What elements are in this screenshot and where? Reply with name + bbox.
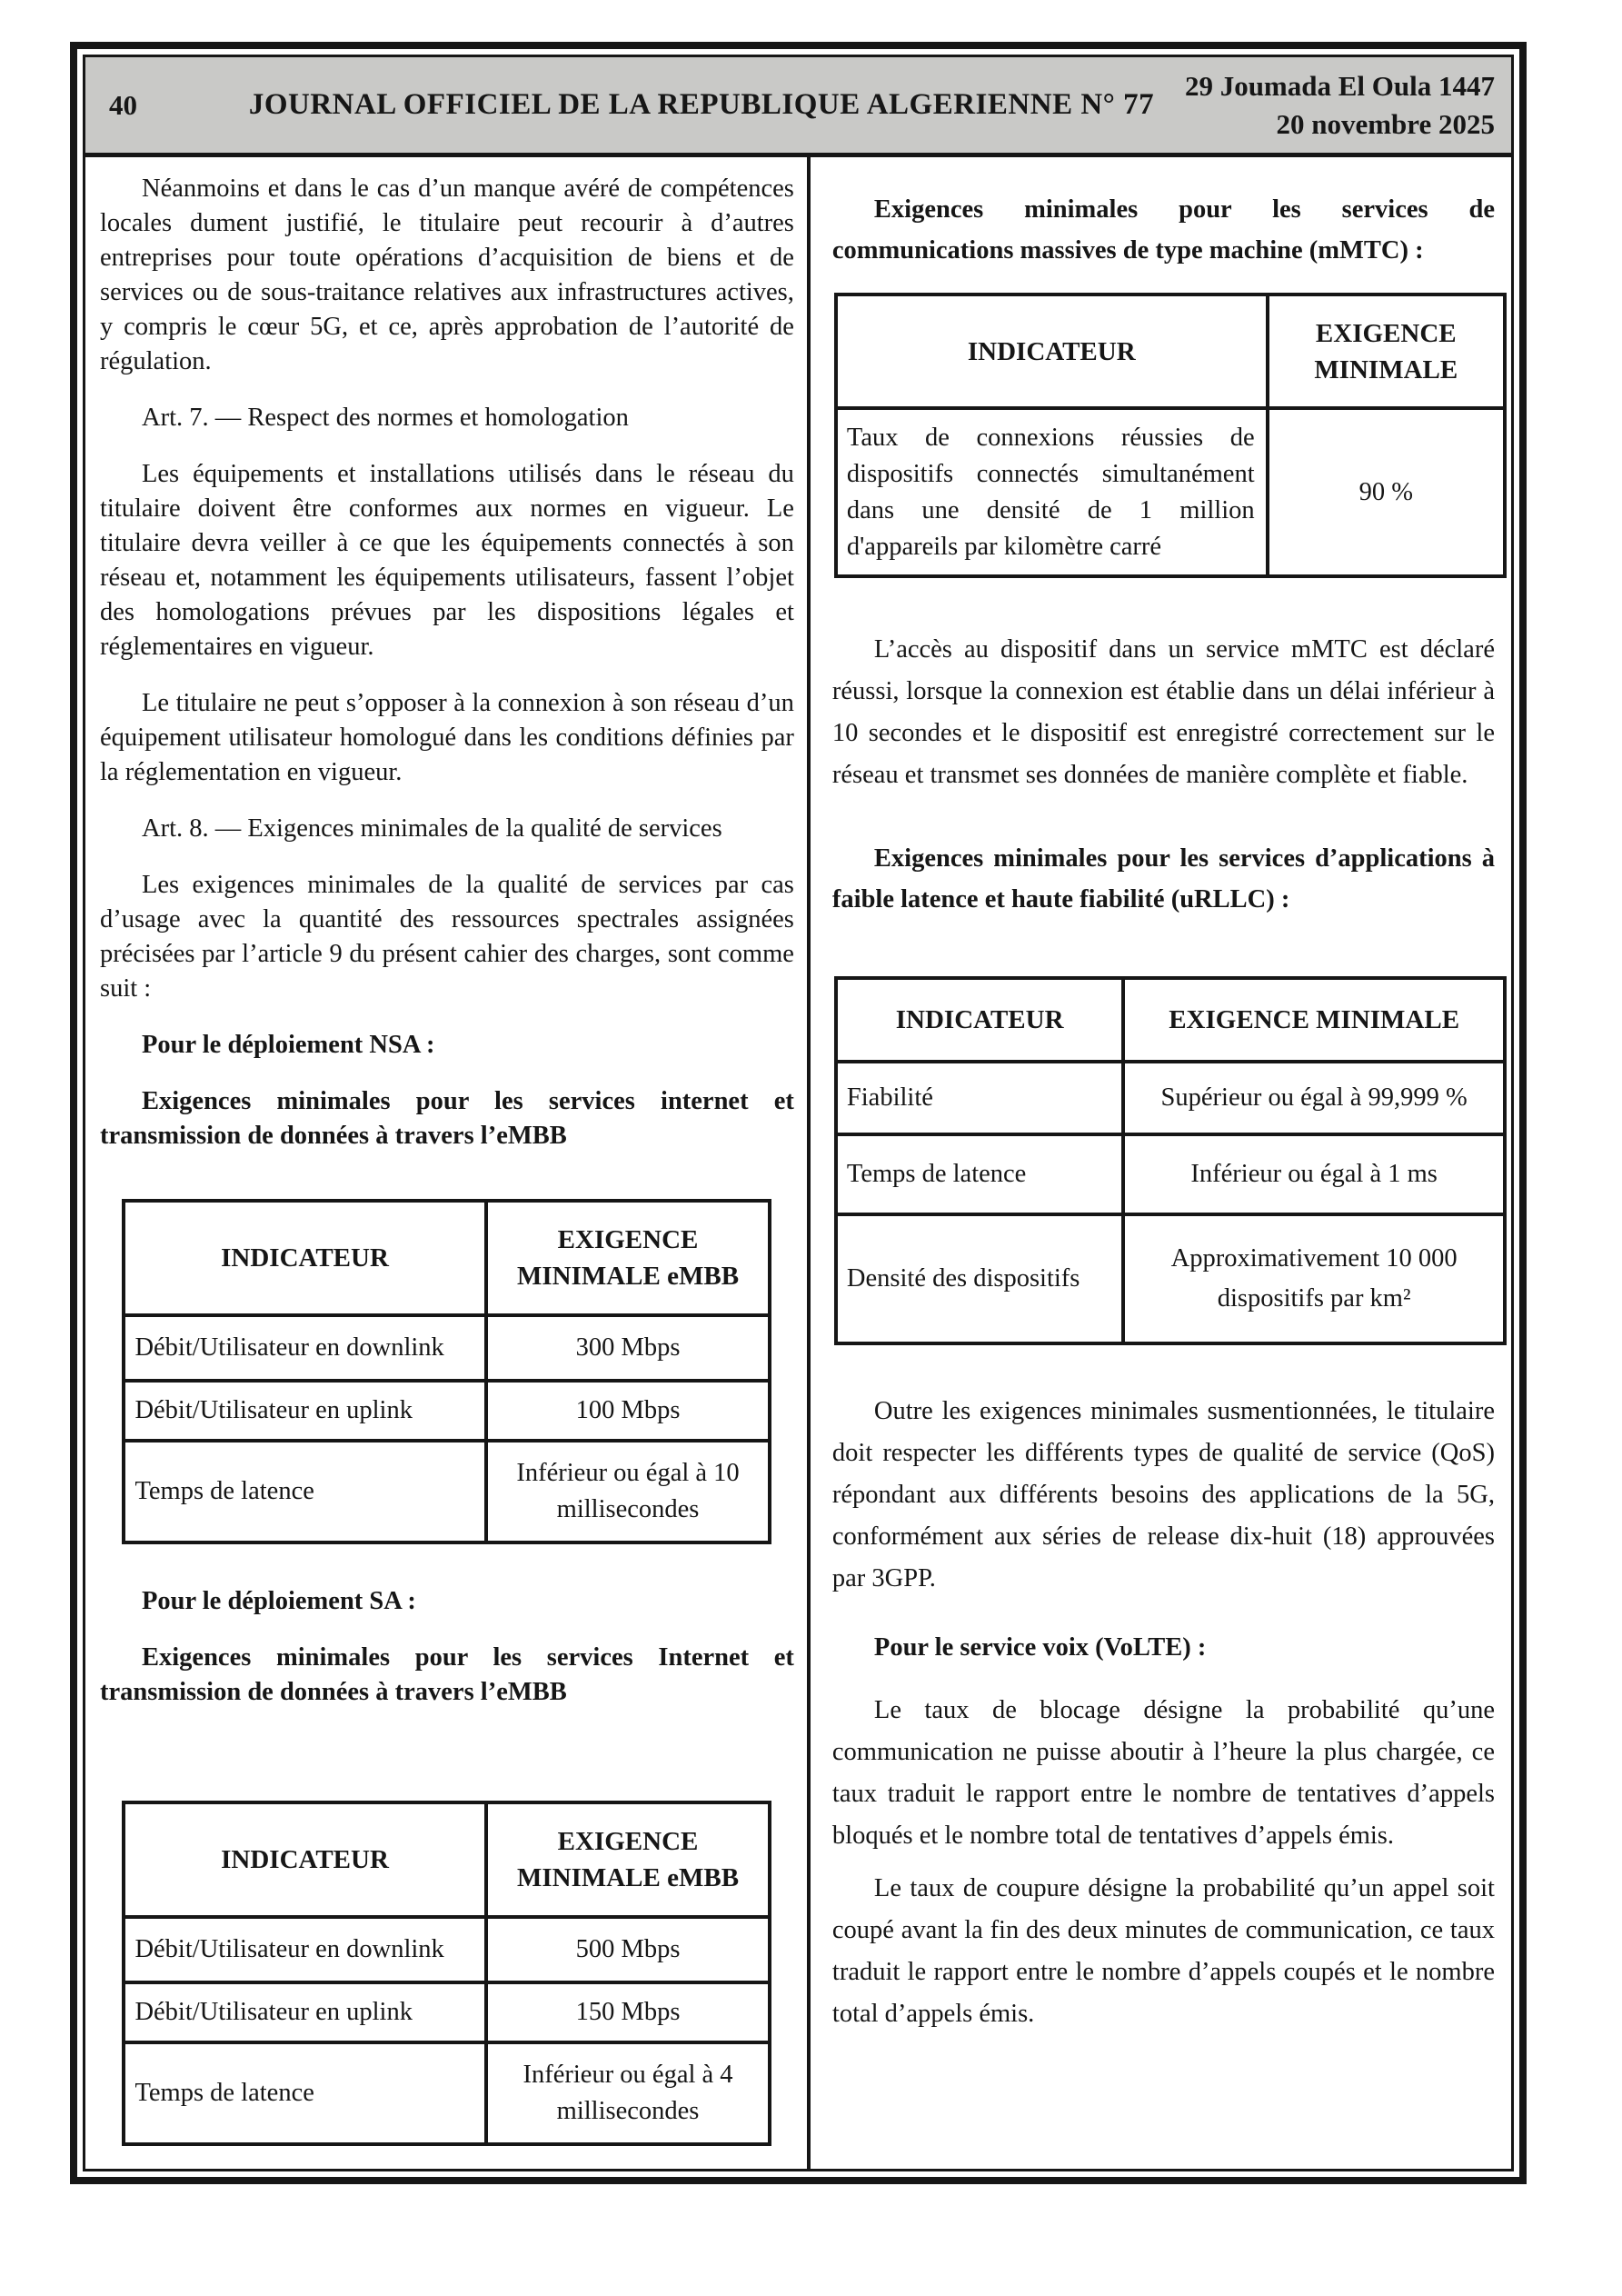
column-header-indicator: INDICATEUR <box>124 1802 485 1917</box>
page-outer-border <box>70 42 1527 2184</box>
paragraph-taux-coupure: Le taux de coupure désigne la probabilité qu’un appel soit coupé avant la fin des deux minutes de communication, ce taux traduit le rapport entre le nombre d’appels coupés et le nombre total d’appels émis. <box>831 1874 1495 2028</box>
embb-sa-table <box>122 1801 771 2146</box>
requirement-cell: 100 Mbps <box>486 1381 771 1441</box>
page-body <box>85 157 1511 2169</box>
date-gregorian: 20 novembre 2025 <box>1276 107 1495 140</box>
requirement-cell: Inférieur ou égal à 1 ms <box>1123 1134 1505 1214</box>
page-header <box>85 57 1511 157</box>
mmtc-table <box>834 293 1507 578</box>
indicator-cell: Densité des dispositifs <box>836 1214 1123 1343</box>
date-hijri: 29 Joumada El Oula 1447 <box>1184 69 1495 102</box>
indicator-cell: Débit/Utilisateur en downlink <box>124 1917 485 1982</box>
urllc-table <box>834 976 1507 1345</box>
indicator-cell: Débit/Utilisateur en uplink <box>124 1381 485 1441</box>
column-header-requirement: EXIGENCE MINIMALE eMBB <box>486 1201 771 1315</box>
table-header-row <box>124 1201 770 1315</box>
column-header-indicator: INDICATEUR <box>836 294 1268 408</box>
paragraph-neanmoins: Néanmoins et dans le cas d’un manque avéré de compétences locales dument justifié, le titulaire peut recourir à d’autres entreprises pour toute opérations d’acquisition de biens et de services ou de sous-traitance relatives aux infrastructures actives, y compris le cœur 5G, et ce, après approbation de l’autorité de régulation. <box>100 175 794 375</box>
table-row <box>124 2042 770 2144</box>
left-column <box>85 157 807 2169</box>
table-row <box>836 408 1505 576</box>
requirement-cell: Approximativement 10 000 dispositifs par km² <box>1123 1214 1505 1343</box>
indicator-cell: Fiabilité <box>836 1062 1123 1134</box>
right-column <box>807 157 1511 2169</box>
indicator-cell: Taux de connexions réussies de dispositifs connectés simultanément dans une densité de 1 million d'appareils par kilomètre carré <box>836 408 1268 576</box>
requirement-cell: 90 % <box>1268 408 1505 576</box>
table-header-row <box>836 294 1505 408</box>
embb-nsa-table <box>122 1199 771 1544</box>
table-row <box>124 1441 770 1542</box>
paragraph-outre-qos: Outre les exigences minimales susmentionnées, le titulaire doit respecter les différents types de qualité de service (QoS) répondant aux différents besoins des applications de la 5G, conformément aux séries de release dix-huit (18) approuvées par 3GPP. <box>831 1397 1495 1592</box>
paragraph-taux-blocage: Le taux de blocage désigne la probabilité qu’une communication ne puisse aboutir à l’heure la plus chargée, ce taux traduit le rapport entre le nombre de tentatives d’appels bloqués et le nombre total de tentatives d’appels émis. <box>831 1696 1495 1850</box>
mmtc-heading: Exigences minimales pour les services de communications massives de type machine (mMTC) : <box>831 195 1495 265</box>
indicator-cell: Temps de latence <box>836 1134 1123 1214</box>
indicator-cell: Temps de latence <box>124 2042 485 2144</box>
table-row <box>124 1917 770 1982</box>
embb-nsa-heading: Exigences minimales pour les services internet et transmission de données à travers l’eMBB <box>100 1087 794 1150</box>
table-row <box>124 1315 770 1381</box>
indicator-cell: Temps de latence <box>124 1441 485 1542</box>
page-number: 40 <box>109 88 137 121</box>
embb-sa-heading: Exigences minimales pour les services Internet et transmission de données à travers l’eMBB <box>100 1643 794 1706</box>
urllc-heading: Exigences minimales pour les services d’applications à faible latence et haute fiabilité (uRLLC) : <box>831 844 1495 913</box>
table-row <box>124 1381 770 1441</box>
table-row <box>836 1134 1505 1214</box>
requirement-cell: Inférieur ou égal à 10 millisecondes <box>486 1441 771 1542</box>
article-7-heading: Art. 7. — Respect des normes et homologation <box>142 404 629 432</box>
page-inner-border <box>83 55 1514 2171</box>
sa-deployment-heading: Pour le déploiement SA : <box>142 1587 416 1615</box>
paragraph-acces-mmtc: L’accès au dispositif dans un service mMTC est déclaré réussi, lorsque la connexion est établie dans un délai inférieur à 10 secondes et le dispositif est enregistré correctement sur le réseau et transmet ses données de manière complète et fiable. <box>831 635 1495 789</box>
paragraph-equipements: Les équipements et installations utilisés dans le réseau du titulaire doivent être conformes aux normes en vigueur. Le titulaire devra veiller à ce que les équipements connectés à son réseau et, notamment les équipements utilisateurs, fassent l’objet des homologations prévues par les dispositions légales et réglementaires en vigueur. <box>100 460 794 661</box>
article-8-heading: Art. 8. — Exigences minimales de la qualité de services <box>142 814 722 843</box>
table-header-row <box>836 978 1505 1062</box>
column-header-indicator: INDICATEUR <box>836 978 1123 1062</box>
journal-title: JOURNAL OFFICIEL DE LA REPUBLIQUE ALGERIENNE N° 77 <box>248 88 1155 121</box>
column-header-requirement: EXIGENCE MINIMALE <box>1123 978 1505 1062</box>
table-row <box>124 1982 770 2042</box>
table-row <box>836 1062 1505 1134</box>
table-header-row <box>124 1802 770 1917</box>
nsa-deployment-heading: Pour le déploiement NSA : <box>142 1031 435 1059</box>
column-header-indicator: INDICATEUR <box>124 1201 485 1315</box>
indicator-cell: Débit/Utilisateur en downlink <box>124 1315 485 1381</box>
requirement-cell: Inférieur ou égal à 4 millisecondes <box>486 2042 771 2144</box>
requirement-cell: 300 Mbps <box>486 1315 771 1381</box>
requirement-cell: Supérieur ou égal à 99,999 % <box>1123 1062 1505 1134</box>
paragraph-exigences: Les exigences minimales de la qualité de services par cas d’usage avec la quantité des ressources spectrales assignées précisées par l’article 9 du présent cahier des charges, sont comme suit : <box>100 871 794 1003</box>
requirement-cell: 150 Mbps <box>486 1982 771 2042</box>
indicator-cell: Débit/Utilisateur en uplink <box>124 1982 485 2042</box>
volte-heading: Pour le service voix (VoLTE) : <box>873 1633 1207 1662</box>
header-dates <box>1185 67 1495 144</box>
column-header-requirement: EXIGENCE MINIMALE eMBB <box>486 1802 771 1917</box>
table-row <box>836 1214 1505 1343</box>
column-header-requirement: EXIGENCE MINIMALE <box>1268 294 1505 408</box>
requirement-cell: 500 Mbps <box>486 1917 771 1982</box>
paragraph-titulaire: Le titulaire ne peut s’opposer à la connexion à son réseau d’un équipement utilisateur homologué dans les conditions définies par la réglementation en vigueur. <box>100 689 794 786</box>
